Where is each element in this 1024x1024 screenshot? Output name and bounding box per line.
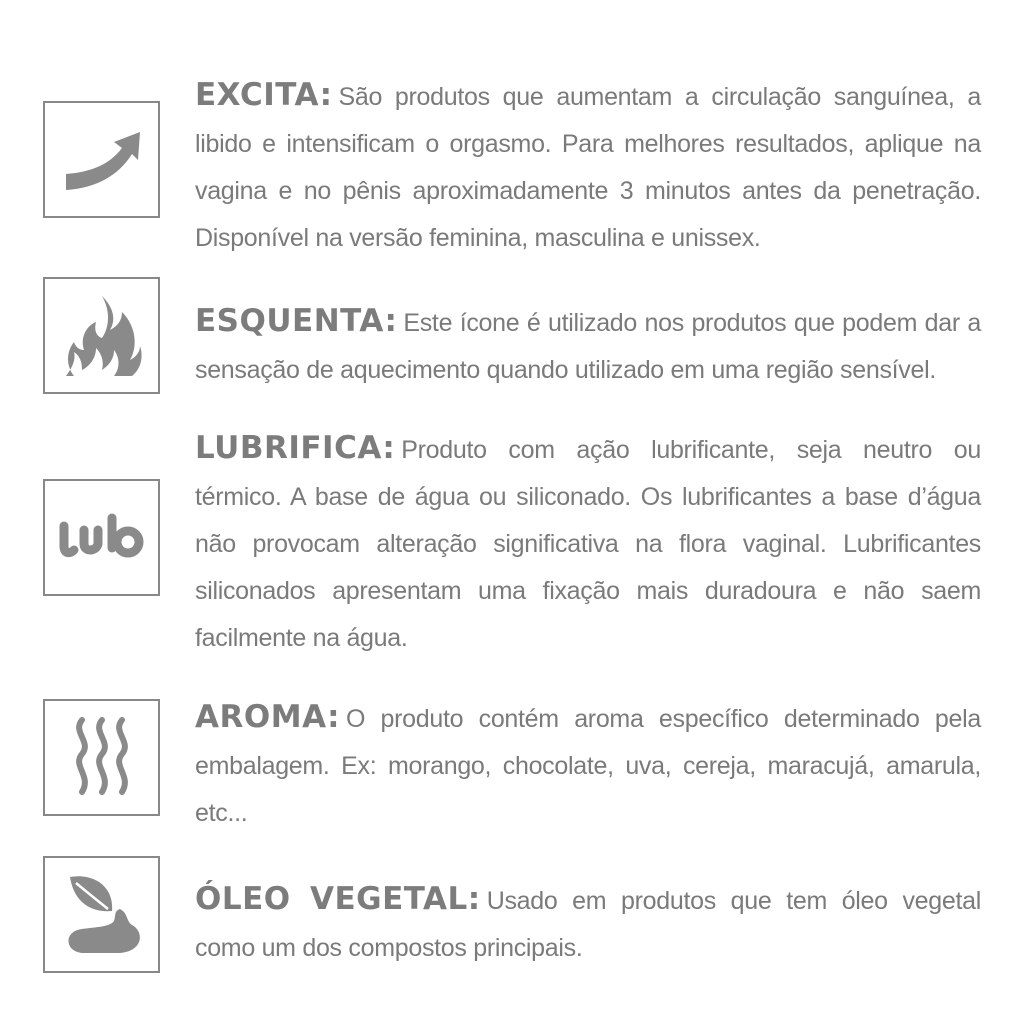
lub-icon xyxy=(52,488,152,588)
aroma-icon-box xyxy=(43,699,160,816)
lubrifica-text xyxy=(195,425,981,662)
esquenta-description: Este ícone é utilizado nos produtos que podem dar a sensação de aquecimento quando utilizado em uma região sensível. xyxy=(195,309,981,384)
leaf-drop-icon xyxy=(52,865,152,965)
flame-icon xyxy=(52,286,152,386)
aroma-description: O produto contém aroma específico determinado pela embalagem. Ex: morango, chocolate, uva, cereja, maracujá, amarula, etc... xyxy=(195,705,981,827)
lubrifica-description: Produto com ação lubrificante, seja neutro ou térmico. A base de água ou siliconado. Os lubrificantes a base d’água não provocam alteração significativa na flora vaginal. Lubrificantes siliconados apresentam uma fixação mais duradoura e não saem facilmente na água. xyxy=(195,436,981,652)
excita-term: EXCITA: xyxy=(195,77,333,113)
lubrifica-icon-box xyxy=(43,479,160,596)
excita-description: São produtos que aumentam a circulação sanguínea, a libido e intensificam o orgasmo. Para melhores resultados, aplique na vagina e no pênis aproximadamente 3 minutos antes da penetração. Disponível na versão feminina, masculina e unissex. xyxy=(195,83,981,252)
arrow-up-right-icon xyxy=(52,110,152,210)
oleo-vegetal-description: Usado em produtos que tem óleo vegetal como um dos compostos principais. xyxy=(195,887,981,962)
aroma-waves-icon xyxy=(52,708,152,808)
esquenta-term: ESQUENTA: xyxy=(195,303,398,339)
excita-text xyxy=(195,72,981,262)
lubrifica-term: LUBRIFICA: xyxy=(195,430,396,466)
aroma-text xyxy=(195,694,981,837)
aroma-term: AROMA: xyxy=(195,699,341,735)
esquenta-icon-box xyxy=(43,277,160,394)
oleo-vegetal-text xyxy=(195,876,981,972)
excita-icon-box xyxy=(43,101,160,218)
esquenta-text xyxy=(195,298,981,394)
oleo-vegetal-term: ÓLEO VEGETAL: xyxy=(195,881,481,917)
oleo-vegetal-icon-box xyxy=(43,856,160,973)
